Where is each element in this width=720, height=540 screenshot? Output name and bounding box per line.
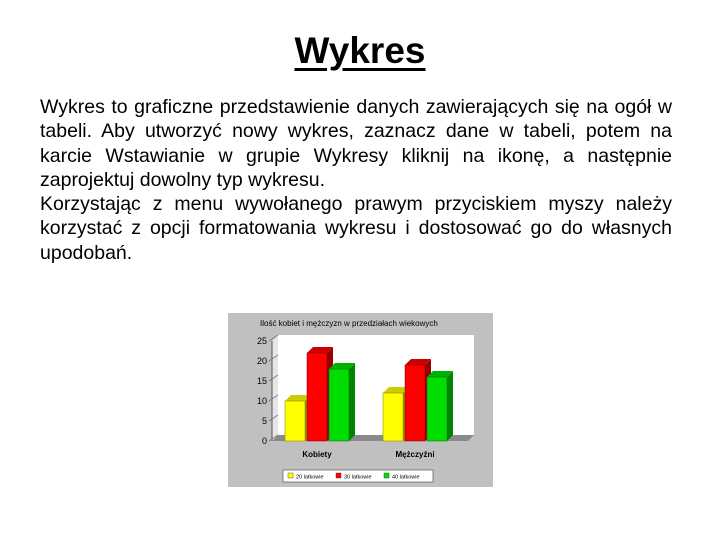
paragraph-formatting: Korzystając z menu wywołanego prawym przyciskiem myszy należy korzystać z opcji formatowania wykresu i dostosować go do własnych upodobań. (40, 193, 672, 264)
chart-side-wall (272, 335, 278, 441)
bar-0-0 (285, 401, 305, 441)
chart-title: Ilość kobiet i mężczyzn w przedziałach wiekowych (260, 319, 438, 328)
x-category-label: Mężczyźni (395, 450, 435, 459)
y-tick-label: 0 (261, 436, 267, 446)
bar-0-2 (329, 369, 349, 441)
y-tick-label: 5 (261, 416, 267, 426)
legend-swatch (336, 473, 341, 478)
bar-1-0 (383, 393, 403, 441)
slide-title: Wykres (294, 30, 426, 71)
x-category-label: Kobiety (302, 450, 332, 459)
y-tick-label: 10 (256, 396, 267, 406)
bar-1-2 (427, 377, 447, 441)
legend-label: 20 latkowie (296, 474, 324, 481)
legend-swatch (288, 473, 293, 478)
bar-chart (228, 313, 493, 487)
bar-side (349, 363, 355, 441)
bar-chart-image (228, 313, 493, 487)
y-tick-label: 20 (256, 356, 267, 366)
y-tick-label: 25 (256, 336, 267, 346)
legend-label: 40 latkowie (392, 474, 420, 481)
legend-swatch (384, 473, 389, 478)
bar-1-1 (405, 365, 425, 441)
bar-side (447, 371, 453, 441)
legend-label: 30 latkowie (344, 474, 372, 481)
slide-body (40, 95, 672, 265)
bar-0-1 (307, 353, 327, 441)
y-tick-label: 15 (256, 376, 267, 386)
paragraph-definition: Wykres to graficzne przedstawienie danych zawierających się na ogół w tabeli. Aby utworzyć nowy wykres, zaznacz dane w tabeli, potem na karcie Wstawianie w grupie Wykresy kliknij na ikonę, a następnie zaprojektuj dowolny typ wykresu. (40, 96, 672, 191)
